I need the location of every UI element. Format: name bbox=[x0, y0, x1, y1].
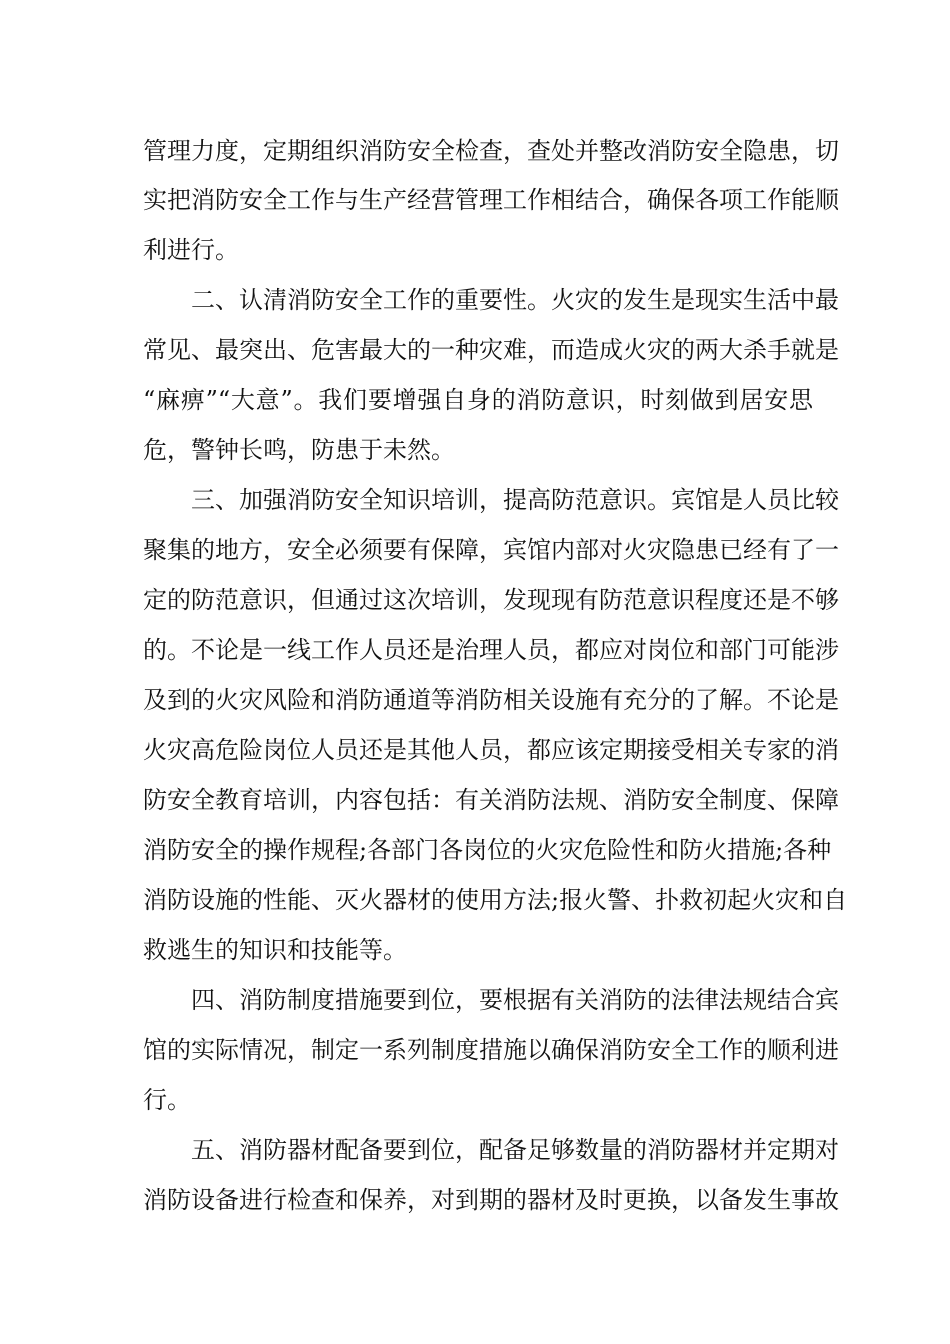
text-line: 四、消防制度措施要到位，要根据有关消防的法律法规结合宾 bbox=[191, 986, 839, 1014]
text-line: 馆的实际情况，制定一系列制度措施以确保消防安全工作的顺利进 bbox=[143, 1036, 839, 1064]
text-line: “麻痹”“大意”。我们要增强自身的消防意识，时刻做到居安思 bbox=[143, 386, 813, 414]
text-line: 消防设施的性能、灭火器材的使用方法;报火警、扑救初起火灾和自 bbox=[143, 886, 848, 914]
text-line: 实把消防安全工作与生产经营管理工作相结合，确保各项工作能顺 bbox=[143, 186, 839, 214]
text-line: 消防安全的操作规程;各部门各岗位的火灾危险性和防火措施;各种 bbox=[143, 836, 832, 864]
text-line: 管理力度，定期组织消防安全检查，查处并整改消防安全隐患，切 bbox=[143, 137, 839, 165]
text-line: 五、消防器材配备要到位，配备足够数量的消防器材并定期对 bbox=[191, 1136, 839, 1164]
text-line: 定的防范意识，但通过这次培训，发现现有防范意识程度还是不够 bbox=[143, 586, 839, 614]
text-line: 危，警钟长鸣，防患于未然。 bbox=[143, 436, 455, 464]
text-line: 的。不论是一线工作人员还是治理人员，都应对岗位和部门可能涉 bbox=[143, 636, 839, 664]
text-line: 常见、最突出、危害最大的一种灾难，而造成火灾的两大杀手就是 bbox=[143, 336, 839, 364]
text-line: 二、认清消防安全工作的重要性。火灾的发生是现实生活中最 bbox=[191, 286, 839, 314]
text-line: 行。 bbox=[143, 1086, 191, 1114]
text-line: 利进行。 bbox=[143, 236, 239, 264]
text-line: 及到的火灾风险和消防通道等消防相关设施有充分的了解。不论是 bbox=[143, 686, 839, 714]
text-line: 救逃生的知识和技能等。 bbox=[143, 936, 407, 964]
text-line: 火灾高危险岗位人员还是其他人员，都应该定期接受相关专家的消 bbox=[143, 736, 839, 764]
text-line: 防安全教育培训，内容包括：有关消防法规、消防安全制度、保障 bbox=[143, 786, 839, 814]
text-line: 聚集的地方，安全必须要有保障，宾馆内部对火灾隐患已经有了一 bbox=[143, 536, 839, 564]
text-line: 三、加强消防安全知识培训，提高防范意识。宾馆是人员比较 bbox=[191, 486, 839, 514]
text-line: 消防设备进行检查和保养，对到期的器材及时更换，以备发生事故 bbox=[143, 1186, 839, 1214]
